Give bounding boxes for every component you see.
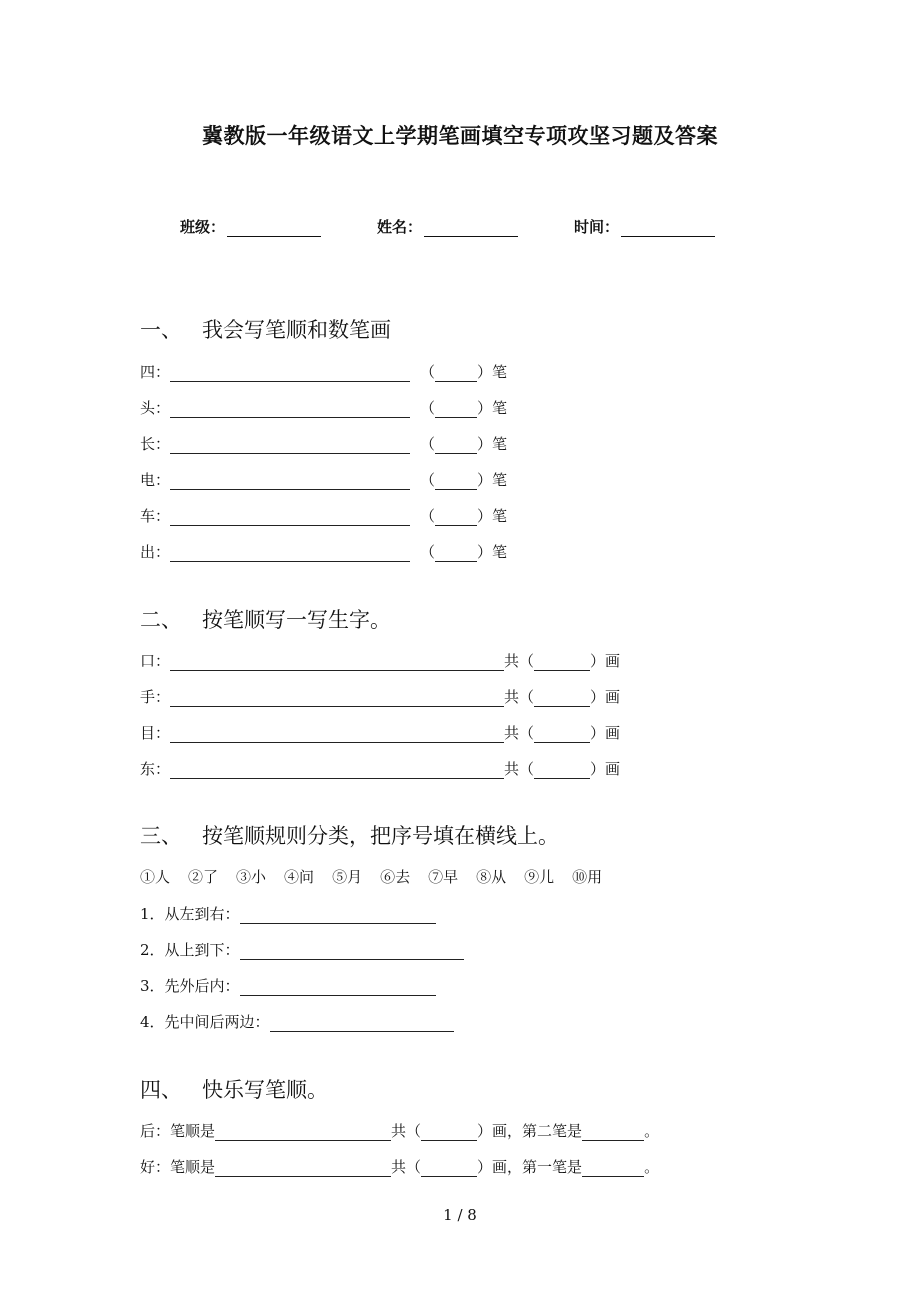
rule-label: 1．从左到右： <box>140 905 240 923</box>
count-blank[interactable] <box>421 1160 477 1177</box>
total-label: 共（ <box>391 1122 422 1140</box>
page-number: 1 / 8 <box>443 1206 477 1224</box>
section-title: 按笔顺写一写生字。 <box>202 608 391 632</box>
rule-row <box>140 974 436 996</box>
stroke-row <box>140 360 507 382</box>
char-label: 好： <box>140 1158 171 1176</box>
count-blank[interactable] <box>435 401 477 418</box>
char-label: 四： <box>140 363 171 381</box>
period: 。 <box>644 1122 660 1140</box>
open-paren: （ <box>420 363 436 381</box>
rule-label: 2．从上到下： <box>140 941 240 959</box>
total-label: 共（ <box>504 760 535 778</box>
count-blank[interactable] <box>435 545 477 562</box>
section-number: 三、 <box>140 824 182 848</box>
rule-row <box>140 1010 454 1032</box>
answer-line[interactable] <box>240 979 436 996</box>
answer-line[interactable] <box>170 545 410 562</box>
suffix: ）画 <box>590 724 621 742</box>
count-blank[interactable] <box>534 762 590 779</box>
total-label: 共（ <box>504 688 535 706</box>
char-label: 东： <box>140 760 171 778</box>
answer-line[interactable] <box>215 1160 391 1177</box>
answer-line[interactable] <box>170 762 504 779</box>
write-row <box>140 721 620 743</box>
answer-line[interactable] <box>170 509 410 526</box>
suffix: ）笔 <box>477 471 508 489</box>
count-blank[interactable] <box>534 654 590 671</box>
answer-line[interactable] <box>170 437 410 454</box>
section-3-heading <box>140 820 559 850</box>
student-info <box>180 216 771 237</box>
char-label: 长： <box>140 435 171 453</box>
option-item: ⑦早 <box>428 868 459 886</box>
suffix: ）笔 <box>477 363 508 381</box>
total-label: 共（ <box>391 1158 422 1176</box>
stroke-row <box>140 432 507 454</box>
stroke-blank[interactable] <box>582 1160 644 1177</box>
name-blank[interactable] <box>424 218 518 237</box>
section-title: 快乐写笔顺。 <box>202 1078 328 1102</box>
total-label: 共（ <box>504 652 535 670</box>
count-blank[interactable] <box>534 726 590 743</box>
suffix: ）画 <box>590 760 621 778</box>
section-2-heading <box>140 604 391 634</box>
order-label: 笔顺是 <box>170 1122 216 1140</box>
order-row <box>140 1155 659 1177</box>
option-item: ④问 <box>284 868 315 886</box>
answer-line[interactable] <box>170 726 504 743</box>
character-options <box>140 866 620 887</box>
count-blank[interactable] <box>534 690 590 707</box>
answer-line[interactable] <box>170 365 410 382</box>
option-item: ⑤月 <box>332 868 363 886</box>
section-1-heading <box>140 314 391 344</box>
rule-row <box>140 938 464 960</box>
answer-line[interactable] <box>170 401 410 418</box>
name-label: 姓名： <box>377 218 423 236</box>
period: 。 <box>644 1158 660 1176</box>
answer-line[interactable] <box>270 1015 454 1032</box>
stroke-row <box>140 396 507 418</box>
char-label: 头： <box>140 399 171 417</box>
time-blank[interactable] <box>621 218 715 237</box>
char-label: 手： <box>140 688 171 706</box>
answer-line[interactable] <box>215 1124 391 1141</box>
open-paren: （ <box>420 471 436 489</box>
suffix: ）笔 <box>477 399 508 417</box>
open-paren: （ <box>420 435 436 453</box>
char-label: 车： <box>140 507 171 525</box>
section-number: 二、 <box>140 608 182 632</box>
stroke-row <box>140 540 507 562</box>
suffix: ）笔 <box>477 435 508 453</box>
class-blank[interactable] <box>227 218 321 237</box>
stroke-label: ）画，第二笔是 <box>477 1122 583 1140</box>
suffix: ）笔 <box>477 507 508 525</box>
section-number: 一、 <box>140 318 182 342</box>
class-label: 班级： <box>180 218 226 236</box>
option-item: ⑩用 <box>572 868 603 886</box>
section-4-heading <box>140 1074 328 1104</box>
answer-line[interactable] <box>240 907 436 924</box>
option-item: ⑧从 <box>476 868 507 886</box>
answer-line[interactable] <box>170 654 504 671</box>
count-blank[interactable] <box>435 473 477 490</box>
char-label: 口： <box>140 652 171 670</box>
time-label: 时间： <box>574 218 620 236</box>
rule-label: 3．先外后内： <box>140 977 240 995</box>
answer-line[interactable] <box>240 943 464 960</box>
time-field <box>574 216 715 237</box>
count-blank[interactable] <box>421 1124 477 1141</box>
stroke-blank[interactable] <box>582 1124 644 1141</box>
write-row <box>140 685 620 707</box>
suffix: ）画 <box>590 652 621 670</box>
char-label: 出： <box>140 543 171 561</box>
rule-label: 4．先中间后两边： <box>140 1013 270 1031</box>
open-paren: （ <box>420 507 436 525</box>
stroke-label: ）画，第一笔是 <box>477 1158 583 1176</box>
document-title: 冀教版一年级语文上学期笔画填空专项攻坚习题及答案 <box>202 124 718 148</box>
answer-line[interactable] <box>170 473 410 490</box>
count-blank[interactable] <box>435 365 477 382</box>
char-label: 目： <box>140 724 171 742</box>
section-title: 我会写笔顺和数笔画 <box>202 318 391 342</box>
char-label: 电： <box>140 471 171 489</box>
stroke-row <box>140 468 507 490</box>
order-row <box>140 1119 659 1141</box>
option-item: ③小 <box>236 868 267 886</box>
char-label: 后： <box>140 1122 171 1140</box>
option-item: ②了 <box>188 868 219 886</box>
count-blank[interactable] <box>435 437 477 454</box>
count-blank[interactable] <box>435 509 477 526</box>
section-number: 四、 <box>140 1078 182 1102</box>
stroke-row <box>140 504 507 526</box>
total-label: 共（ <box>504 724 535 742</box>
rule-row <box>140 902 436 924</box>
class-field <box>180 216 321 237</box>
option-item: ①人 <box>140 868 171 886</box>
open-paren: （ <box>420 543 436 561</box>
option-item: ⑨儿 <box>524 868 555 886</box>
section-title: 按笔顺规则分类，把序号填在横线上。 <box>202 824 559 848</box>
write-row <box>140 649 620 671</box>
option-item: ⑥去 <box>380 868 411 886</box>
answer-line[interactable] <box>170 690 504 707</box>
write-row <box>140 757 620 779</box>
suffix: ）笔 <box>477 543 508 561</box>
name-field <box>377 216 518 237</box>
open-paren: （ <box>420 399 436 417</box>
suffix: ）画 <box>590 688 621 706</box>
order-label: 笔顺是 <box>170 1158 216 1176</box>
